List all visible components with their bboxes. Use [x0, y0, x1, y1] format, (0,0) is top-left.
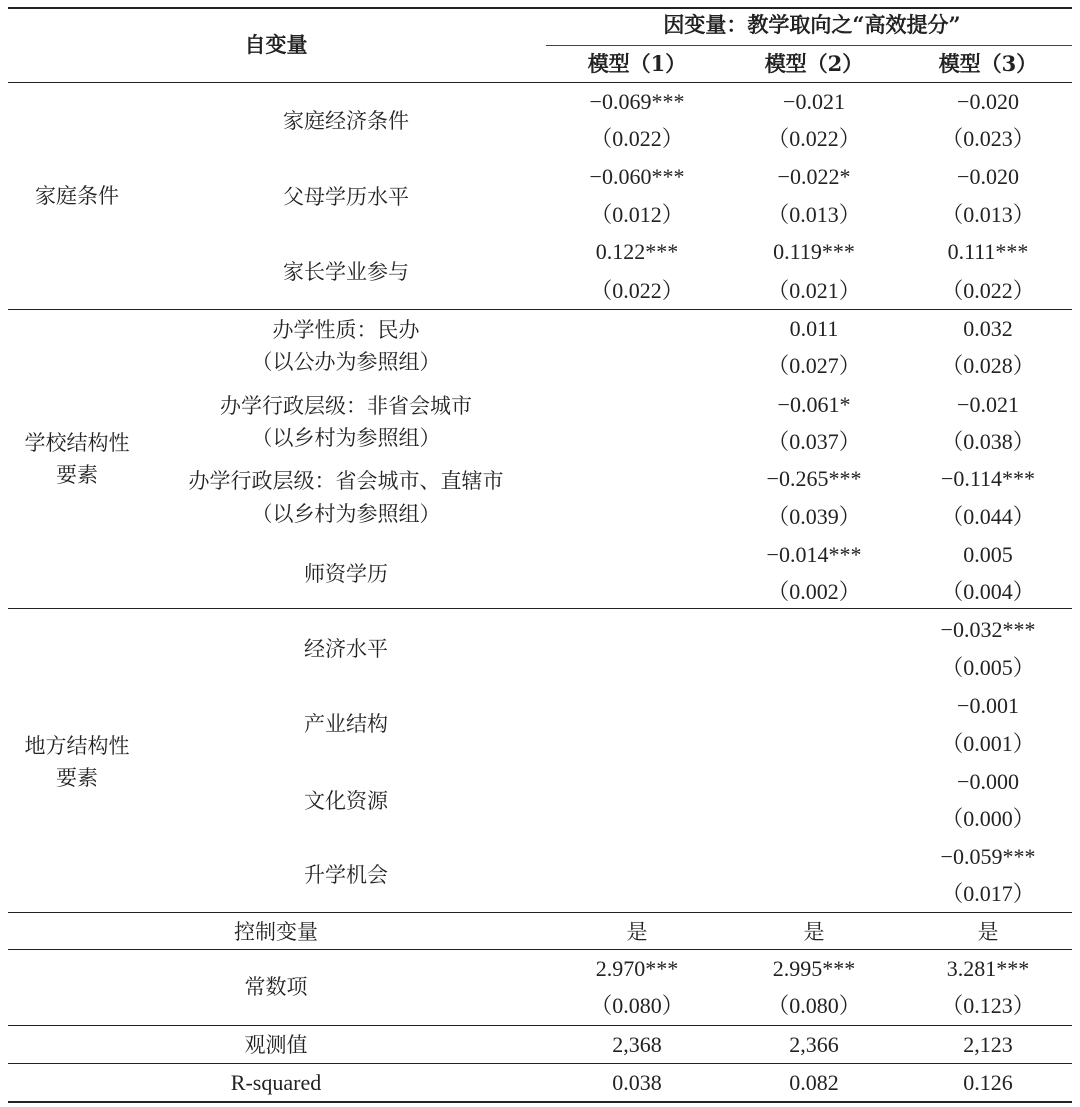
rsquared-value: 0.038	[612, 1070, 662, 1095]
se-cell: （0.022）	[590, 126, 684, 151]
coef-cell: −0.000	[957, 769, 1019, 794]
local-bottom-rule	[8, 912, 1072, 913]
row-label-note: （以公办为参照组）	[251, 350, 441, 374]
controls-bottom-rule	[8, 949, 1072, 950]
coef-cell: −0.032***	[940, 617, 1036, 642]
coef-cell: 0.011	[789, 316, 839, 341]
top-rule	[8, 7, 1072, 9]
header-subrule	[546, 45, 1072, 46]
row-label: 办学行政层级：非省会城市	[220, 394, 472, 418]
controls-label: 控制变量	[234, 920, 318, 944]
coef-cell: −0.021	[783, 89, 845, 114]
row-label: 经济水平	[304, 637, 388, 661]
observations-value: 2,123	[963, 1032, 1013, 1057]
se-cell: （0.005）	[941, 655, 1035, 680]
coef-cell: −0.061*	[777, 392, 851, 417]
coef-cell: −0.059***	[940, 844, 1036, 869]
se-cell: （0.000）	[941, 806, 1035, 831]
coef-cell: −0.014***	[766, 542, 862, 567]
row-label: 家庭经济条件	[283, 109, 409, 133]
constant-label: 常数项	[244, 975, 308, 999]
model-1-header: 模型（1）	[587, 51, 687, 76]
row-label: 父母学历水平	[283, 185, 409, 209]
constant-se: （0.123）	[941, 993, 1035, 1018]
controls-value: 是	[977, 920, 999, 944]
dependent-var-header: 因变量：教学取向之“高效提分”	[663, 12, 961, 37]
se-cell: （0.012）	[590, 202, 684, 227]
coef-cell: 0.111***	[947, 239, 1029, 264]
row-label-note: （以乡村为参照组）	[251, 426, 441, 450]
se-cell: （0.044）	[941, 504, 1035, 529]
row-label: 家长学业参与	[283, 260, 409, 284]
constant-bottom-rule	[8, 1025, 1072, 1026]
se-cell: （0.001）	[941, 731, 1035, 756]
row-label: 师资学历	[304, 562, 388, 586]
coef-cell: −0.114***	[940, 466, 1036, 491]
controls-value: 是	[626, 920, 648, 944]
se-cell: （0.027）	[767, 353, 861, 378]
constant-coef: 2.970***	[595, 956, 679, 981]
coef-cell: 0.005	[963, 542, 1013, 567]
se-cell: （0.022）	[590, 278, 684, 303]
se-cell: （0.023）	[941, 126, 1035, 151]
group-school-line1: 学校结构性	[24, 431, 130, 455]
independent-var-header: 自变量	[244, 32, 308, 57]
se-cell: （0.022）	[767, 126, 861, 151]
coef-cell: −0.060***	[589, 164, 685, 189]
coef-cell: −0.020	[957, 89, 1019, 114]
coef-cell: −0.265***	[766, 466, 862, 491]
se-cell: （0.038）	[941, 429, 1035, 454]
group-local-line2: 要素	[56, 766, 98, 790]
coef-cell: 0.122***	[595, 239, 679, 264]
se-cell: （0.037）	[767, 429, 861, 454]
row-label: 升学机会	[304, 863, 388, 887]
se-cell: （0.004）	[941, 579, 1035, 604]
row-label: 文化资源	[304, 789, 388, 813]
bottom-rule	[8, 1101, 1072, 1103]
obs-bottom-rule	[8, 1063, 1072, 1064]
group-local-line1: 地方结构性	[24, 734, 130, 758]
model-2-header: 模型（2）	[764, 51, 864, 76]
row-label: 产业结构	[304, 712, 388, 736]
controls-value: 是	[803, 920, 825, 944]
se-cell: （0.028）	[941, 353, 1035, 378]
se-cell: （0.022）	[941, 278, 1035, 303]
group-school-line2: 要素	[56, 463, 98, 487]
header-bottom-rule	[8, 82, 1072, 83]
se-cell: （0.013）	[767, 202, 861, 227]
group-family: 家庭条件	[35, 184, 119, 208]
constant-se: （0.080）	[767, 993, 861, 1018]
rsquared-label: R-squared	[230, 1070, 322, 1095]
family-bottom-rule	[8, 309, 1072, 310]
row-label: 办学行政层级：省会城市、直辖市	[188, 469, 504, 493]
se-cell: （0.039）	[767, 504, 861, 529]
constant-coef: 3.281***	[946, 956, 1030, 981]
school-bottom-rule	[8, 608, 1072, 609]
se-cell: （0.017）	[941, 881, 1035, 906]
rsquared-value: 0.082	[789, 1070, 839, 1095]
rsquared-value: 0.126	[963, 1070, 1013, 1095]
coef-cell: −0.001	[957, 693, 1019, 718]
observations-value: 2,366	[789, 1032, 839, 1057]
model-3-header: 模型（3）	[938, 51, 1038, 76]
observations-label: 观测值	[244, 1033, 308, 1057]
coef-cell: −0.069***	[589, 89, 685, 114]
coef-cell: 0.032	[963, 316, 1013, 341]
row-label-note: （以乡村为参照组）	[251, 502, 441, 526]
observations-value: 2,368	[612, 1032, 662, 1057]
se-cell: （0.021）	[767, 278, 861, 303]
se-cell: （0.013）	[941, 202, 1035, 227]
constant-coef: 2.995***	[772, 956, 856, 981]
se-cell: （0.002）	[767, 579, 861, 604]
coef-cell: 0.119***	[773, 239, 855, 264]
coef-cell: −0.022*	[777, 164, 851, 189]
coef-cell: −0.021	[957, 392, 1019, 417]
row-label: 办学性质：民办	[272, 318, 420, 342]
coef-cell: −0.020	[957, 164, 1019, 189]
constant-se: （0.080）	[590, 993, 684, 1018]
